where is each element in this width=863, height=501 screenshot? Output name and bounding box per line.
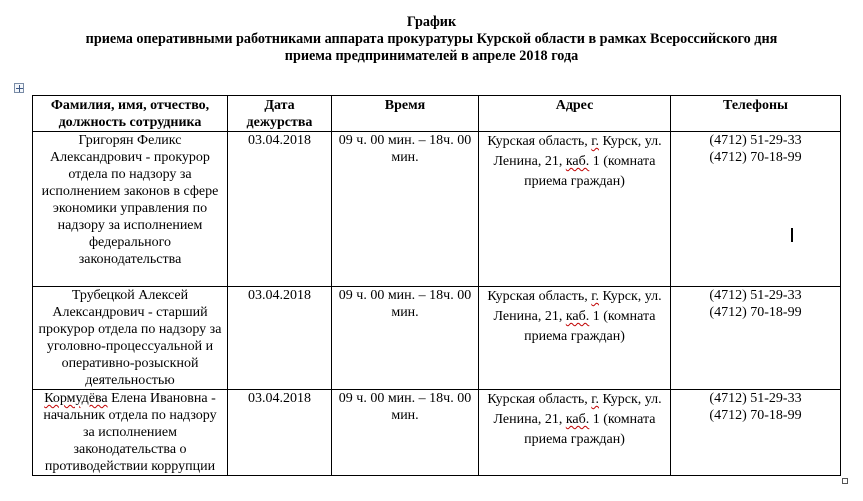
name-rest: Елена Ивановна - начальник отдела по надзору за исполнением законодательства о противодействии коррупции [43,391,217,474]
cell-name[interactable]: Григорян Феликс Александрович - прокурор отдела по надзору за исполнением законов в сфере экономики управления по надзору за исполнением федерального законодательства [33,132,228,287]
table-row [33,132,841,287]
table-header-row [33,96,841,132]
address-text: Курск, ул. Ленина, 21, [493,289,662,324]
header-date[interactable]: Дата дежурства [228,96,332,132]
cell-address[interactable] [479,132,671,287]
address-text: 1 (комната приема граждан) [524,412,656,447]
phone-number: (4712) 51-29-33 [709,133,802,148]
header-address[interactable]: Адрес [479,96,671,132]
name-surname: Кормудёва [44,391,108,406]
cell-name[interactable]: Трубецкой Алексей Александрович - старший прокурор отдела по надзору за уголовно-процессуальной и оперативно-розыскной деятельностью [33,287,228,390]
address-city-abbr: г. [591,134,599,149]
cell-address[interactable] [479,390,671,476]
cell-date[interactable]: 03.04.2018 [228,132,332,287]
table-move-handle-icon[interactable] [14,83,24,93]
header-phones[interactable]: Телефоны [671,96,841,132]
table-row [33,287,841,390]
address-text: 1 (комната приема граждан) [524,309,656,344]
phone-number: (4712) 70-18-99 [709,150,802,165]
header-time[interactable]: Время [332,96,479,132]
title-line-1: График [406,14,457,30]
address-room-abbr: каб. [565,154,590,169]
address-text: Курск, ул. Ленина, 21, [493,134,662,169]
phone-number: (4712) 70-18-99 [709,408,802,423]
cell-phones[interactable] [671,390,841,476]
address-text: Курская область, [487,289,592,304]
cell-time[interactable]: 09 ч. 00 мин. – 18ч. 00 мин. [332,132,479,287]
table-row [33,390,841,476]
address-room-abbr: каб. [565,309,590,324]
cell-date[interactable]: 03.04.2018 [228,287,332,390]
address-city-abbr: г. [591,392,599,407]
cell-phones[interactable] [671,287,841,390]
address-text: Курская область, [487,134,592,149]
cell-address[interactable] [479,287,671,390]
cell-name[interactable] [33,390,228,476]
address-text: Курск, ул. Ленина, 21, [493,392,662,427]
phone-number: (4712) 70-18-99 [709,305,802,320]
table-resize-handle-icon[interactable] [842,478,848,484]
address-text: 1 (комната приема граждан) [524,154,656,189]
title-line-2: приема оперативными работниками аппарата прокуратуры Курской области в рамках Всероссийского дня [85,31,778,47]
address-room-abbr: каб. [565,412,590,427]
title-line-3: приема предпринимателей в апреле 2018 года [284,48,579,64]
cell-phones[interactable] [671,132,841,287]
cell-date[interactable]: 03.04.2018 [228,390,332,476]
address-text: Курская область, [487,392,592,407]
cell-time[interactable]: 09 ч. 00 мин. – 18ч. 00 мин. [332,390,479,476]
address-city-abbr: г. [591,289,599,304]
phone-number: (4712) 51-29-33 [709,391,802,406]
phone-number: (4712) 51-29-33 [709,288,802,303]
header-name[interactable]: Фамилия, имя, отчество, должность сотрудника [33,96,228,132]
schedule-table [32,95,841,476]
cell-time[interactable]: 09 ч. 00 мин. – 18ч. 00 мин. [332,287,479,390]
text-cursor [791,228,793,242]
document-title [0,14,863,65]
